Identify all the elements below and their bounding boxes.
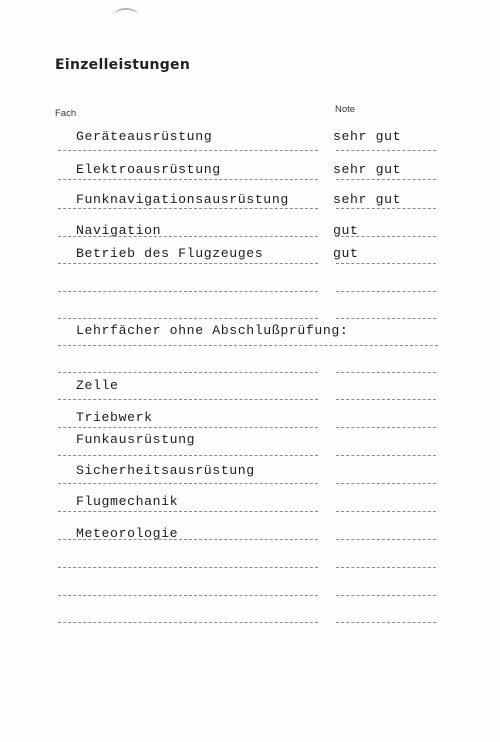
- rule-line: [336, 150, 436, 151]
- rule-line: [336, 483, 436, 484]
- rule-line: [58, 622, 318, 623]
- subject-name: Funknavigationsausrüstung: [76, 192, 289, 207]
- rule-line: [58, 427, 318, 428]
- rule-line: [336, 622, 436, 623]
- rule-line: [336, 179, 436, 180]
- rule-line: [58, 263, 318, 264]
- rule-line: [336, 567, 436, 568]
- rule-line: [58, 399, 318, 400]
- column-label-grade: Note: [335, 104, 356, 115]
- rule-line: [58, 567, 318, 568]
- rule-line: [336, 595, 436, 596]
- rule-line: [336, 455, 436, 456]
- rule-line: [58, 179, 318, 180]
- subject-name: Betrieb des Flugzeuges: [76, 246, 264, 261]
- ungraded-subject: Flugmechanik: [76, 494, 179, 509]
- rule-line: [336, 427, 436, 428]
- rule-line: [58, 455, 318, 456]
- subject-name: Elektroausrüstung: [76, 162, 221, 177]
- rule-line: [336, 372, 436, 373]
- section-heading: Einzelleistungen: [55, 57, 191, 73]
- rule-line: [336, 318, 436, 319]
- subject-name: Navigation: [76, 223, 162, 238]
- rule-line: [58, 539, 318, 540]
- subject-grade: sehr gut: [333, 192, 402, 207]
- subject-grade: gut: [333, 223, 359, 238]
- rule-line: [336, 399, 436, 400]
- rule-line: [58, 483, 318, 484]
- ungraded-subject: Funkausrüstung: [76, 432, 196, 447]
- rule-line: [336, 511, 436, 512]
- rule-line: [58, 236, 318, 237]
- subject-grade: gut: [333, 246, 359, 261]
- subject-grade: sehr gut: [333, 129, 402, 144]
- rule-line: [58, 372, 318, 373]
- rule-line: [58, 511, 318, 512]
- rule-line: [58, 345, 438, 346]
- rule-line: [58, 150, 318, 151]
- ungraded-subject: Meteorologie: [76, 526, 179, 541]
- rule-line: [58, 291, 318, 292]
- ungraded-subject: Sicherheitsausrüstung: [76, 463, 255, 478]
- subject-name: Geräteausrüstung: [76, 129, 213, 144]
- rule-line: [58, 318, 318, 319]
- column-label-subject: Fach: [55, 108, 77, 119]
- rule-line: [336, 539, 436, 540]
- ungraded-subject: Triebwerk: [76, 410, 153, 425]
- rule-line: [336, 236, 436, 237]
- rule-line: [58, 595, 318, 596]
- subject-grade: sehr gut: [333, 162, 402, 177]
- rule-line: [336, 208, 436, 209]
- rule-line: [58, 208, 318, 209]
- ungraded-subjects-heading: Lehrfächer ohne Abschlußprüfung:: [76, 323, 349, 338]
- rule-line: [336, 263, 436, 264]
- punch-hole-mark: [114, 8, 138, 22]
- rule-line: [336, 291, 436, 292]
- ungraded-subject: Zelle: [76, 378, 119, 393]
